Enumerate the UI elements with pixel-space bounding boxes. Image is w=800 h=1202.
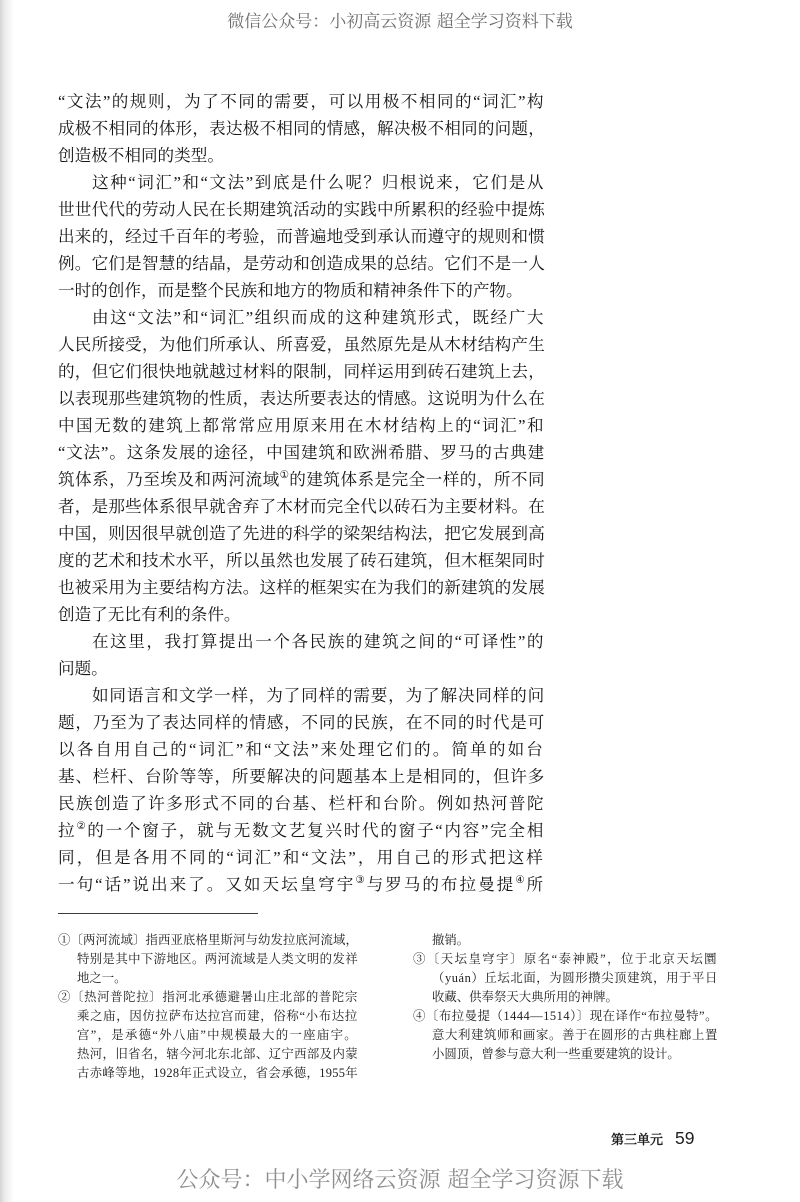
footnote-line: ③〔天坛皇穹宇〕原名“泰神殿”，位于北京天坛圜 bbox=[413, 951, 718, 966]
text-line: 例。它们是智慧的结晶，是劳动和创造成果的总结。它们不是一人 bbox=[58, 253, 545, 273]
footnote-column-left bbox=[58, 931, 358, 1083]
text-line: 在这里，我打算提出一个各民族的建筑之间的“可译性”的 bbox=[92, 631, 545, 651]
text-line: 人民所接受，为他们所承认、所喜爱，虽然原先是从木材结构产生 bbox=[58, 334, 545, 354]
footnote-line: ②〔热河普陀拉〕指河北承德避暑山庄北部的普陀宗 bbox=[58, 989, 359, 1004]
text-line: 创造了无比有利的条件。 bbox=[58, 604, 241, 624]
footnote-line: 收藏、供奉祭天大典所用的神牌。 bbox=[432, 989, 618, 1004]
footnote-line: 特别是其中下游地区。两河流域是人类文明的发祥 bbox=[77, 951, 358, 966]
footnote-line: 乘之庙，因仿拉萨布达拉宫而建，俗称“小布达拉 bbox=[77, 1008, 358, 1023]
footer-watermark: 公众号：中小学网络云资源 超全学习资源下载 bbox=[176, 1168, 624, 1193]
text-line: 以表现那些建筑物的性质，表达所要表达的情感。这说明为什么在 bbox=[58, 388, 545, 408]
main-text bbox=[58, 88, 545, 898]
footnote-ref: ④ bbox=[515, 875, 527, 887]
text-line: 拉②的一个窗子，就与无数文艺复兴时代的窗子“内容”完全相 bbox=[58, 820, 546, 840]
paragraph bbox=[58, 304, 545, 628]
footnote-ref: ② bbox=[76, 821, 88, 833]
text-line: 也被采用为主要结构方法。这样的框架实在为我们的新建筑的发展 bbox=[58, 577, 545, 597]
unit-label: 第三单元 bbox=[611, 1133, 664, 1148]
text-line: 一句“话”说出来了。又如天坛皇穹宇③与罗马的布拉曼提④所 bbox=[58, 874, 546, 894]
footnote-ref: ① bbox=[279, 470, 290, 482]
text-line: 创造极不相同的类型。 bbox=[58, 145, 224, 165]
paragraph bbox=[58, 88, 545, 169]
footnote-line: 热河，旧省名，辖今河北东北部、辽宁西部及内蒙 bbox=[77, 1046, 358, 1061]
text-line: 同，但是各用不同的“词汇”和“文法”，用自己的形式把这样 bbox=[58, 847, 545, 867]
text-line: 度的艺术和技术水平，所以虽然也发展了砖石建筑，但木框架同时 bbox=[58, 550, 545, 570]
text-line: “文法”。这条发展的途径，中国建筑和欧洲希腊、罗马的古典建 bbox=[58, 442, 546, 462]
text-line: 民族创造了许多形式不同的台基、栏杆和台阶。例如热河普陀 bbox=[58, 793, 545, 813]
footnote-line: 宫”，是承德“外八庙”中规模最大的一座庙宇。 bbox=[77, 1027, 359, 1042]
text-line: 中国，则因很早就创造了先进的科学的梁架结构法，把它发展到高 bbox=[58, 523, 545, 543]
page-edge-shadow bbox=[0, 0, 14, 1202]
footnote-line: 撤销。 bbox=[432, 932, 470, 947]
text-line: 如同语言和文学一样，为了同样的需要，为了解决同样的问 bbox=[92, 685, 545, 705]
page-number: 59 bbox=[675, 1128, 695, 1148]
text-line: 一时的创作，而是整个民族和地方的物质和精神条件下的产物。 bbox=[58, 280, 523, 300]
text-line: 的，但它们很快地就越过材料的限制，同样运用到砖石建筑上去， bbox=[58, 361, 545, 381]
paragraph bbox=[58, 682, 545, 898]
text-line: 问题。 bbox=[58, 658, 108, 678]
footnote-line: 意大利建筑师和画家。善于在圆形的古典柱廊上置 bbox=[432, 1027, 718, 1042]
text-line: 筑体系，乃至埃及和两河流域①的建筑体系是完全一样的，所不同 bbox=[58, 469, 546, 489]
paragraph bbox=[58, 628, 545, 682]
text-line: 题，乃至为了表达同样的情感，不同的民族，在不同的时代是可 bbox=[58, 712, 545, 732]
text-line: 以各自用自己的“词汇”和“文法”来处理它们的。简单的如台 bbox=[58, 739, 545, 759]
footnote-line: （yuán）丘坛北面，为圆形攒尖顶建筑，用于平日 bbox=[432, 970, 718, 985]
footnote-column-right bbox=[413, 931, 718, 1064]
header-watermark: 微信公众号：小初高云资源 超全学习资料下载 bbox=[227, 12, 573, 32]
footnote-line: ①〔两河流域〕指西亚底格里斯河与幼发拉底河流域， bbox=[58, 932, 358, 947]
footnote-line: ④〔布拉曼提（1444—1514）〕现在译作“布拉曼特”。 bbox=[413, 1008, 718, 1023]
footnote-ref: ③ bbox=[355, 875, 367, 887]
footnote-line: 地之一。 bbox=[77, 970, 127, 985]
text-line: 这种“词汇”和“文法”到底是什么呢？归根说来，它们是从 bbox=[92, 172, 545, 192]
text-line: 由这“文法”和“词汇”组织而成的这种建筑形式，既经广大 bbox=[92, 307, 545, 327]
text-line: 中国无数的建筑上都常常应用原来用在木材结构上的“词汇”和 bbox=[58, 415, 545, 435]
text-line: “文法”的规则，为了不同的需要，可以用极不相同的“词汇”构 bbox=[58, 91, 545, 111]
text-line: 世世代代的劳动人民在长期建筑活动的实践中所累积的经验中提炼 bbox=[58, 199, 545, 219]
paragraph bbox=[58, 169, 545, 304]
footnote-divider bbox=[58, 913, 258, 914]
footnote-line: 古赤峰等地，1928年正式设立，省会承德，1955年 bbox=[77, 1065, 358, 1080]
text-line: 成极不相同的体形，表达极不相同的情感，解决极不相同的问题， bbox=[58, 118, 545, 138]
text-line: 出来的，经过千百年的考验，而普遍地受到承认而遵守的规则和惯 bbox=[58, 226, 545, 246]
text-line: 基、栏杆、台阶等等，所要解决的问题基本上是相同的，但许多 bbox=[58, 766, 545, 786]
footnote-line: 小圆顶，曾参与意大利一些重要建筑的设计。 bbox=[432, 1046, 680, 1061]
page-footer bbox=[611, 1128, 694, 1152]
text-line: 者，是那些体系很早就舍弃了木材而完全代以砖石为主要材料。在 bbox=[58, 496, 545, 516]
